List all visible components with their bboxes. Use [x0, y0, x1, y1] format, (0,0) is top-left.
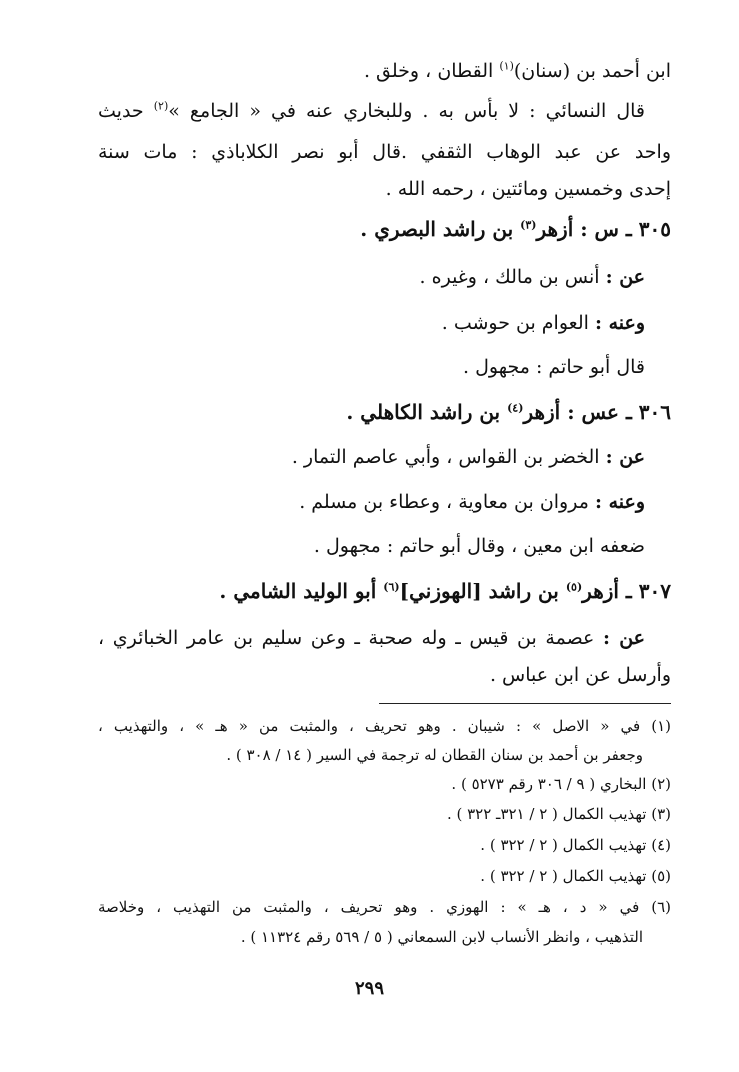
footnote: (١) في « الاصل » : شيبان . وهو تحريف ، والمثبت من « هـ » ، والتهذيب ، — [98, 717, 671, 735]
entry-heading: ٣٠٥ ـ س : أزهر$^{(٣)}$ بن راشد البصري . — [360, 217, 671, 241]
entry-from-line: عن : أنس بن مالك ، وغيره . — [419, 266, 645, 288]
footnote: (٣) تهذيب الكمال ( ٢ / ٣٢١ـ ٣٢٢ ) . — [446, 805, 671, 823]
footnote-ref: (٤) — [507, 401, 524, 415]
footnote-ref: (٥) — [565, 580, 583, 594]
entry-by-line: وعنه : العوام بن حوشب . — [441, 312, 645, 334]
page-number: ٢٩٩ — [354, 978, 384, 999]
body-line: إحدى وخمسين ومائتين ، رحمه الله . — [385, 178, 671, 200]
entry-note: قال أبو حاتم : مجهول . — [463, 356, 645, 378]
footnote-cont: وجعفر بن أحمد بن سنان القطان له ترجمة في السير ( ١٤ / ٣٠٨ ) . — [226, 746, 643, 764]
footnote-ref: (٢) — [153, 99, 169, 113]
footnote-ref: (٣) — [520, 218, 537, 232]
entry-by-line: وعنه : مروان بن معاوية ، وعطاء بن مسلم . — [299, 491, 645, 513]
entry-heading: ٣٠٧ ـ أزهر$^{(٥)}$ بن راشد [الهوزني]$^{(٦)}$ أبو الوليد الشامي . — [219, 579, 671, 603]
footnote: (٥) تهذيب الكمال ( ٢ / ٣٢٢ ) . — [480, 867, 671, 885]
body-line: واحد عن عبد الوهاب الثقفي .قال أبو نصر الكلاباذي : مات سنة — [98, 141, 671, 163]
footnote: (٦) في « د ، هـ » : الهوزي . وهو تحريف ، والمثبت من التهذيب ، وخلاصة — [98, 898, 671, 916]
entry-from-line: عن : الخضر بن القواس ، وأبي عاصم التمار . — [291, 446, 645, 468]
entry-note: ضعفه ابن معين ، وقال أبو حاتم : مجهول . — [313, 535, 645, 557]
footnote: (٤) تهذيب الكمال ( ٢ / ٣٢٢ ) . — [480, 836, 671, 854]
footnote-ref: (٦) — [383, 580, 400, 594]
entry-heading: ٣٠٦ ـ عس : أزهر$^{(٤)}$ بن راشد الكاهلي . — [346, 400, 671, 424]
footnote: (٢) البخاري ( ٩ / ٣٠٦ رقم ٥٢٧٣ ) . — [451, 775, 671, 793]
footnote-separator — [379, 703, 671, 704]
footnote-cont: التذهيب ، وانظر الأنساب لابن السمعاني ( ٥ / ٥٦٩ رقم ١١٣٢٤ ) . — [240, 928, 643, 946]
body-line: قال النسائي : لا بأس به . وللبخاري عنه في « الجامع »$^{(٢)}$ حديث — [98, 99, 646, 122]
entry-from-line-cont: وأرسل عن ابن عباس . — [489, 664, 671, 686]
footnote-ref: (١) — [499, 59, 514, 73]
entry-from-line: عن : عصمة بن قيس ـ وله صحبة ـ وعن سليم بن عامر الخبائري ، — [98, 627, 645, 649]
body-line: ابن أحمد بن (سنان)$^{(١)}$ القطان ، وخلق . — [363, 59, 671, 82]
